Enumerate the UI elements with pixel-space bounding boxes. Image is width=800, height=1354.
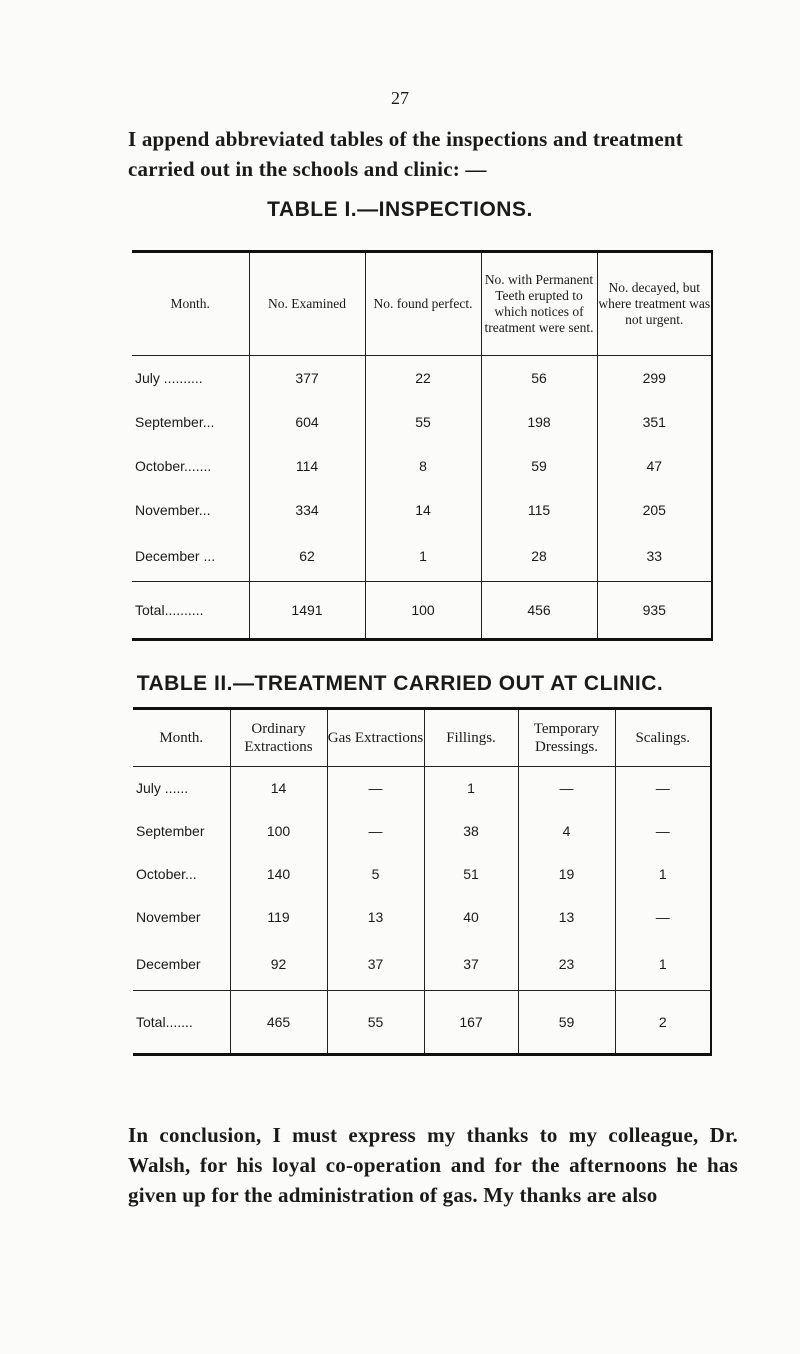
table-cell: 334	[249, 488, 365, 532]
column-header: Ordinary Extractions	[230, 709, 327, 767]
table-cell: 33	[646, 548, 663, 565]
table-cell: 1	[424, 767, 518, 810]
table-cell: —	[655, 823, 670, 839]
column-header: Fillings.	[424, 709, 518, 767]
table-cell: 1	[658, 866, 667, 882]
table-cell: 13	[518, 896, 615, 939]
table-cell: 40	[424, 896, 518, 939]
table-cell: 19	[518, 853, 615, 896]
table-cell: 22	[365, 356, 481, 400]
total-cell: 100	[365, 582, 481, 640]
table-cell: —	[655, 909, 670, 925]
table-cell: 205	[642, 501, 666, 518]
inspections-table	[132, 250, 713, 641]
table-cell: 92	[230, 939, 327, 991]
table-cell: 59	[481, 444, 597, 488]
table-cell: 1	[658, 956, 667, 973]
table-cell: —	[655, 780, 670, 797]
table-cell: 8	[365, 444, 481, 488]
column-header: No. decayed, but where treatment was not urgent.	[597, 252, 712, 356]
table-cell: 38	[424, 810, 518, 853]
page-number: 27	[391, 88, 409, 108]
table-cell: 140	[230, 853, 327, 896]
table-cell: 4	[518, 810, 615, 853]
table-cell: 5	[327, 853, 424, 896]
table-cell: 114	[249, 444, 365, 488]
table-cell: 62	[249, 532, 365, 582]
table-cell: December ...	[132, 532, 249, 582]
table-cell: 14	[230, 767, 327, 810]
table-cell: 28	[481, 532, 597, 582]
total-cell: 456	[481, 582, 597, 640]
total-cell: 167	[424, 991, 518, 1055]
column-header: Gas Extractions	[327, 709, 424, 767]
closing-paragraph: In conclusion, I must express my thanks to my colleague, Dr. Walsh, for his loyal co-operation and for the afternoons he has given up for the administration of gas. My thanks are also	[128, 1123, 738, 1207]
table-cell: November...	[132, 488, 249, 532]
table-cell: December	[133, 939, 230, 991]
table-cell: October.......	[132, 444, 249, 488]
treatment-table	[133, 707, 712, 1056]
table-cell: July ..........	[132, 356, 249, 400]
table-cell: October...	[133, 853, 230, 896]
table-cell: 37	[327, 939, 424, 991]
table-cell: 604	[249, 400, 365, 444]
column-header: No. Examined	[249, 252, 365, 356]
total-cell: 2	[615, 991, 711, 1055]
table-cell: 14	[365, 488, 481, 532]
table-cell: 37	[424, 939, 518, 991]
table-cell: September	[133, 810, 230, 853]
table-cell: 115	[481, 488, 597, 532]
total-cell: 465	[230, 991, 327, 1055]
total-cell: 59	[518, 991, 615, 1055]
intro-paragraph: I append abbreviated tables of the inspections and treatment carried out in the schools and clinic: —	[128, 127, 683, 181]
table-cell: 23	[518, 939, 615, 991]
table-cell: November	[133, 896, 230, 939]
total-cell: 1491	[249, 582, 365, 640]
column-header: No. found perfect.	[365, 252, 481, 356]
table-cell: 119	[230, 896, 327, 939]
table-cell: 51	[424, 853, 518, 896]
column-header: Scalings.	[615, 709, 711, 767]
column-header: Temporary Dressings.	[518, 709, 615, 767]
table-cell: —	[327, 810, 424, 853]
table-cell: 351	[642, 413, 666, 430]
table-cell: 1	[365, 532, 481, 582]
table-cell: —	[327, 767, 424, 810]
table-cell: 100	[230, 810, 327, 853]
table-cell: —	[518, 767, 615, 810]
column-header: Month.	[132, 252, 249, 356]
table2-title: TABLE II.—TREATMENT CARRIED OUT AT CLINIC.	[136, 672, 664, 695]
total-cell: Total..........	[132, 582, 249, 640]
table-cell: 56	[481, 356, 597, 400]
table-cell: 47	[646, 457, 663, 474]
table-cell: 377	[249, 356, 365, 400]
table-cell: 299	[642, 369, 666, 386]
total-cell: 55	[327, 991, 424, 1055]
total-cell: Total.......	[133, 991, 230, 1055]
table-cell: 13	[327, 896, 424, 939]
table-cell: September...	[132, 400, 249, 444]
table-cell: July ......	[133, 767, 230, 810]
table-cell: 198	[481, 400, 597, 444]
table1-title: TABLE I.—INSPECTIONS.	[267, 198, 533, 221]
column-header: No. with Permanent Teeth erupted to which notices of treatment were sent.	[481, 252, 597, 356]
table-cell: 55	[365, 400, 481, 444]
total-cell: 935	[597, 582, 712, 640]
column-header: Month.	[133, 709, 230, 767]
